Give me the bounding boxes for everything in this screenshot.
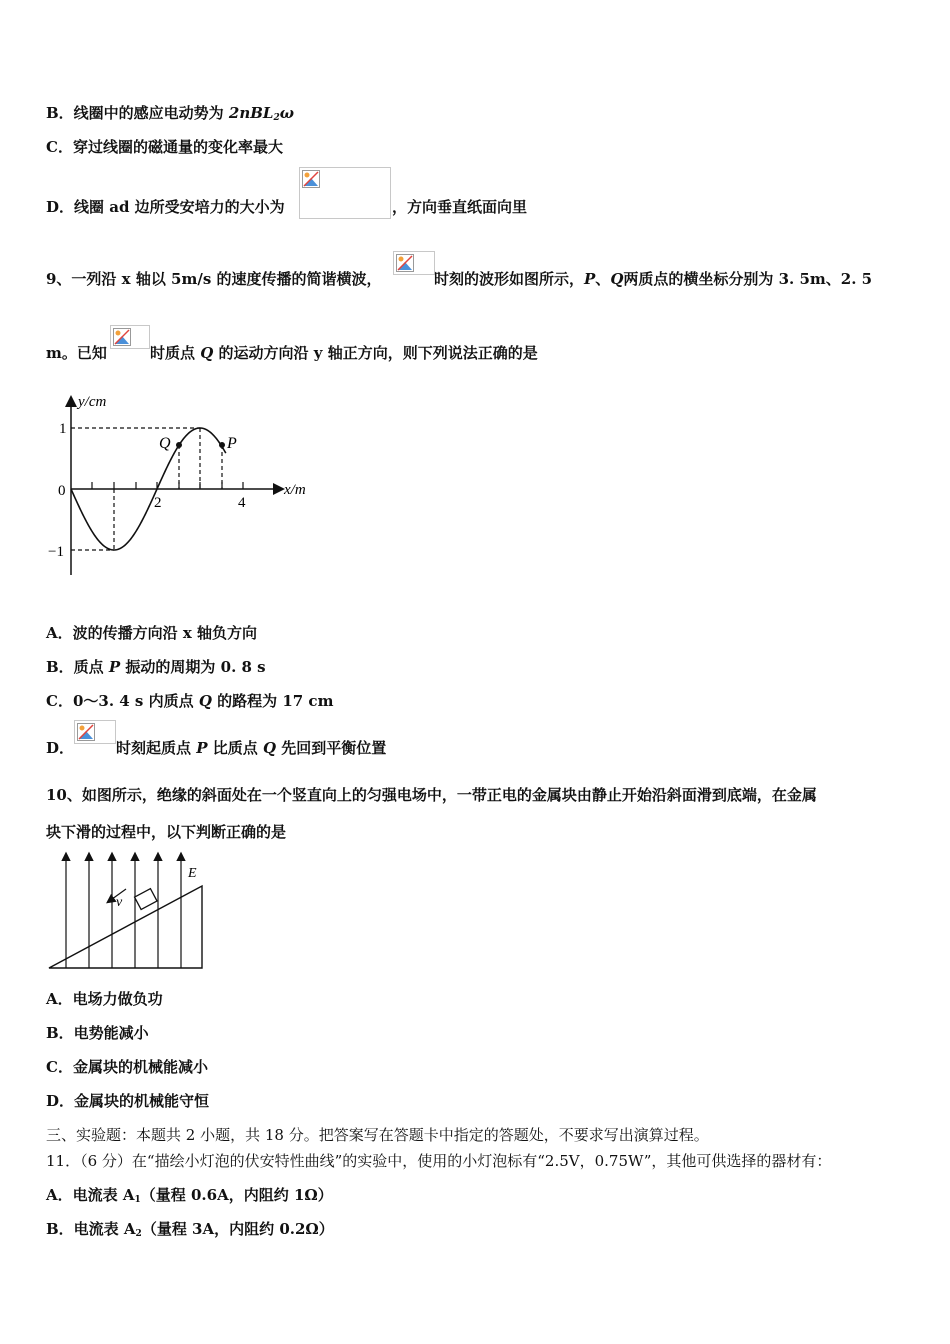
x-ticks [92,482,243,489]
q10-line1: 10、如图所示，绝缘的斜面处在一个竖直向上的匀强电场中，一带正电的金属块由静止开始沿斜面滑到底端，在金属 [46,786,817,804]
separator: 、 [595,270,611,288]
tick-label-2: 2 [154,495,162,511]
q9-option-b-suffix: 振动的周期为 0. 8 s [120,658,266,676]
q10-option-c: C．金属块的机械能减小 [46,1058,208,1076]
q11-option-b-prefix: B．电流表 A [46,1220,136,1238]
y-axis-label: y/cm [78,394,107,410]
label-q: Q [610,270,624,288]
q10-line2: 块下滑的过程中，以下判断正确的是 [46,823,287,841]
figure-label-q: Q [159,435,171,452]
q8-option-c: C．穿过线圈的磁通量的变化率最大 [46,138,283,156]
q9-line2-mid: 时质点 [150,344,201,362]
q9-option-a: A．波的传播方向沿 x 轴负方向 [46,624,258,642]
q11-option-a-prefix: A．电流表 A [46,1186,135,1204]
q8-option-d-suffix: ，方向垂直纸面向里 [392,198,528,216]
label-p: P [196,739,208,757]
label-q: Q [200,344,214,362]
figure-label-p: P [227,435,237,452]
q11-option-b [46,1218,334,1239]
point-p [219,442,225,448]
q8-formula-sub: 2 [273,113,280,123]
q9-option-d-prefix: D． [46,739,75,757]
q9-option-c [46,690,333,711]
q10-option-d: D．金属块的机械能守恒 [46,1092,210,1110]
incline-figure [44,846,210,972]
q9-line1-mid: 时刻的波形如图所示， [434,270,585,288]
q9-option-c-suffix: 的路程为 17 cm [211,692,334,710]
q10-option-b: B．电势能减小 [46,1024,149,1042]
q8-option-b-text: B．线圈中的感应电动势为 [46,104,229,122]
q11-option-b-suffix: （量程 3A，内阻约 0.2Ω） [141,1220,334,1238]
broken-image-icon [393,251,435,275]
wave-figure [40,388,330,583]
q8-option-b [46,102,294,123]
q11-option-a-suffix: （量程 0.6A，内阻约 1Ω） [140,1186,333,1204]
q9-option-d-suffix: 先回到平衡位置 [276,739,387,757]
q9-option-b [46,656,266,677]
metal-block [135,889,157,910]
q8-formula: 2nBL [228,104,274,122]
label-q: Q [262,739,277,757]
q10-option-a: A．电场力做负功 [46,990,163,1008]
label-p: P [108,658,121,676]
velocity-label: v [116,895,123,910]
q9-option-c-prefix: C．0～3. 4 s 内质点 [46,692,199,710]
label-p: P [584,270,596,288]
q9-line1-suffix: 两质点的横坐标分别为 3. 5m、2. 5 [623,270,873,288]
q9-line2-suffix: 的运动方向沿 y 轴正方向，则下列说法正确的是 [213,344,538,362]
q9-line2-prefix: m。已知 [46,344,107,362]
section-3-heading: 三、实验题：本题共 2 小题，共 18 分。把答案写在答题卡中指定的答题处，不要求写出演算过程。 [46,1126,709,1144]
q9-option-b-prefix: B．质点 [46,658,109,676]
q9-line1-prefix: 9、一列沿 x 轴以 5m/s 的速度传播的简谐横波， [46,270,382,288]
q11-option-a-sub: 1 [134,1195,141,1205]
incline [49,886,202,968]
q8-omega: ω [279,104,295,122]
point-q [176,442,182,448]
tick-label-4: 4 [238,495,246,511]
tick-label-0: 0 [58,483,66,499]
q9-line1-rest [434,268,872,289]
q9-option-d [116,737,386,758]
q11-option-a [46,1184,333,1205]
label-q: Q [198,692,212,710]
broken-image-icon [110,325,150,349]
x-axis-label: x/m [284,482,306,498]
q9-option-d-mid2: 比质点 [207,739,263,757]
q11-option-b-sub: 2 [135,1229,142,1239]
field-lines [66,854,181,968]
q8-option-d [46,196,285,217]
broken-image-icon [299,167,391,219]
tick-label-1: 1 [59,421,67,437]
broken-image-icon [74,720,116,744]
q11-line1: 11．（6 分）在“描绘小灯泡的伏安特性曲线”的实验中，使用的小灯泡标有“2.5V，0.75W”，其他可供选择的器材有： [46,1152,832,1170]
tick-label-neg1: −1 [48,544,64,560]
q9-line2-rest [150,342,538,363]
q8-option-d-text: D．线圈 ad 边所受安培力的大小为 [46,198,285,216]
q9-option-d-mid1: 时刻起质点 [116,739,197,757]
field-label: E [188,866,197,881]
